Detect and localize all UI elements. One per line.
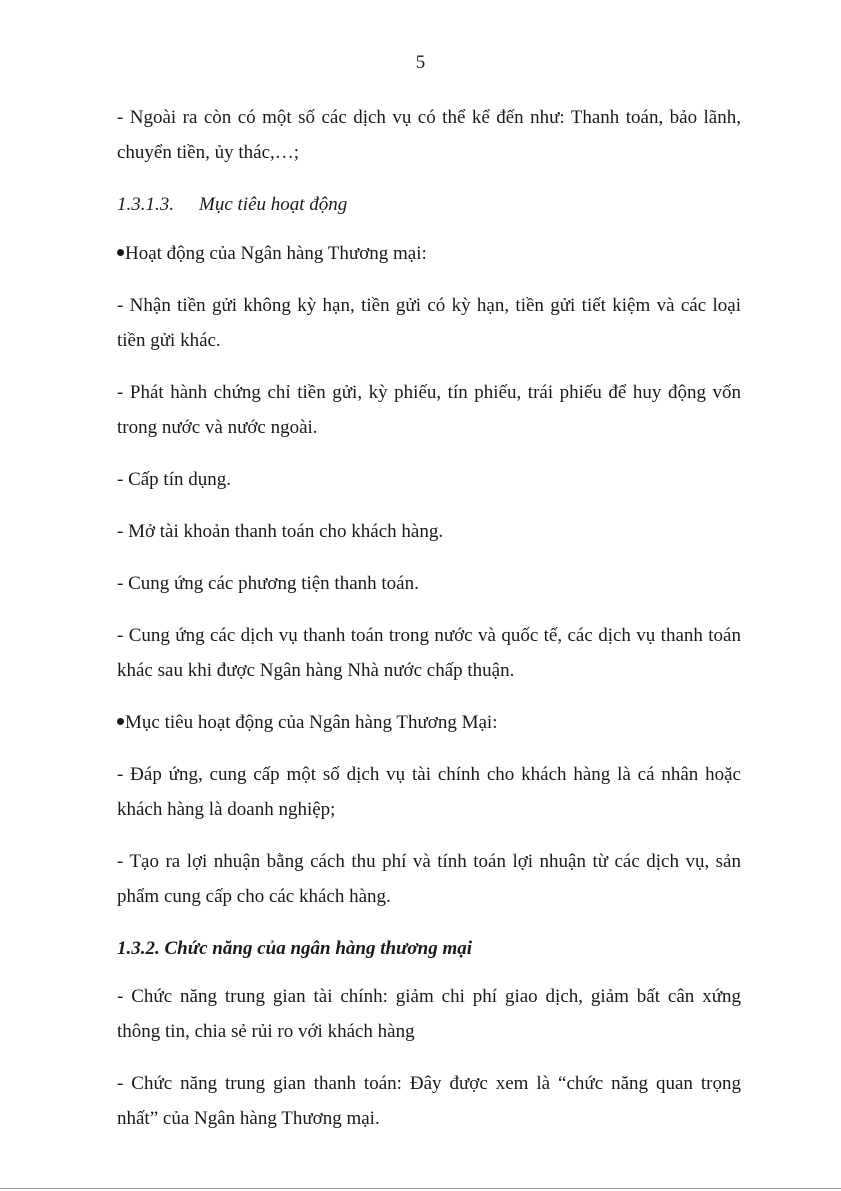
paragraph-profit: - Tạo ra lợi nhuận bằng cách thu phí và tính toán lợi nhuận từ các dịch vụ, sản phẩm cung cấp cho các khách hàng. <box>117 851 741 907</box>
paragraph-issuance: - Phát hành chứng chỉ tiền gửi, kỳ phiếu, tín phiếu, trái phiếu để huy động vốn trong nước và nước ngoài. <box>117 382 741 438</box>
page-number: 5 <box>415 52 426 73</box>
bullet-objectives-text: Mục tiêu hoạt động của Ngân hàng Thương Mại: <box>125 712 498 733</box>
section-number: 1.3.1.3. <box>117 194 174 215</box>
paragraph-deposits: - Nhận tiền gửi không kỳ hạn, tiền gửi có kỳ hạn, tiền gửi tiết kiệm và các loại tiền gửi khác. <box>117 295 741 351</box>
bullet-icon <box>117 249 124 256</box>
bullet-activities <box>117 236 741 271</box>
paragraph-payment-intermediary: - Chức năng trung gian thanh toán: Đây được xem là “chức năng quan trọng nhất” của Ngân hàng Thương mại. <box>117 1073 741 1129</box>
paragraph-payment-services: - Cung ứng các dịch vụ thanh toán trong nước và quốc tế, các dịch vụ thanh toán khác sau khi được Ngân hàng Nhà nước chấp thuận. <box>117 625 741 681</box>
paragraph-payment-means: - Cung ứng các phương tiện thanh toán. <box>117 573 419 594</box>
paragraph-financial-intermediary: - Chức năng trung gian tài chính: giảm chi phí giao dịch, giảm bất cân xứng thông tin, chia sẻ rủi ro với khách hàng <box>117 986 741 1042</box>
paragraph-credit: - Cấp tín dụng. <box>117 469 231 490</box>
bullet-objectives <box>117 705 741 740</box>
paragraph-financial-services: - Đáp ứng, cung cấp một số dịch vụ tài chính cho khách hàng là cá nhân hoặc khách hàng là doanh nghiệp; <box>117 764 741 820</box>
page-bottom-divider <box>0 1188 841 1189</box>
section-heading-1-3-2: 1.3.2. Chức năng của ngân hàng thương mại <box>117 938 473 959</box>
paragraph-accounts: - Mở tài khoản thanh toán cho khách hàng. <box>117 521 444 542</box>
bullet-icon <box>117 718 124 725</box>
section-heading-1-3-1-3 <box>117 187 741 222</box>
paragraph-other-services: - Ngoài ra còn có một số các dịch vụ có thể kể đến như: Thanh toán, bảo lãnh, chuyển tiền, ủy thác,…; <box>117 107 741 163</box>
document-body <box>117 100 741 1153</box>
section-title: Mục tiêu hoạt động <box>199 194 348 215</box>
bullet-activities-text: Hoạt động của Ngân hàng Thương mại: <box>125 243 427 264</box>
